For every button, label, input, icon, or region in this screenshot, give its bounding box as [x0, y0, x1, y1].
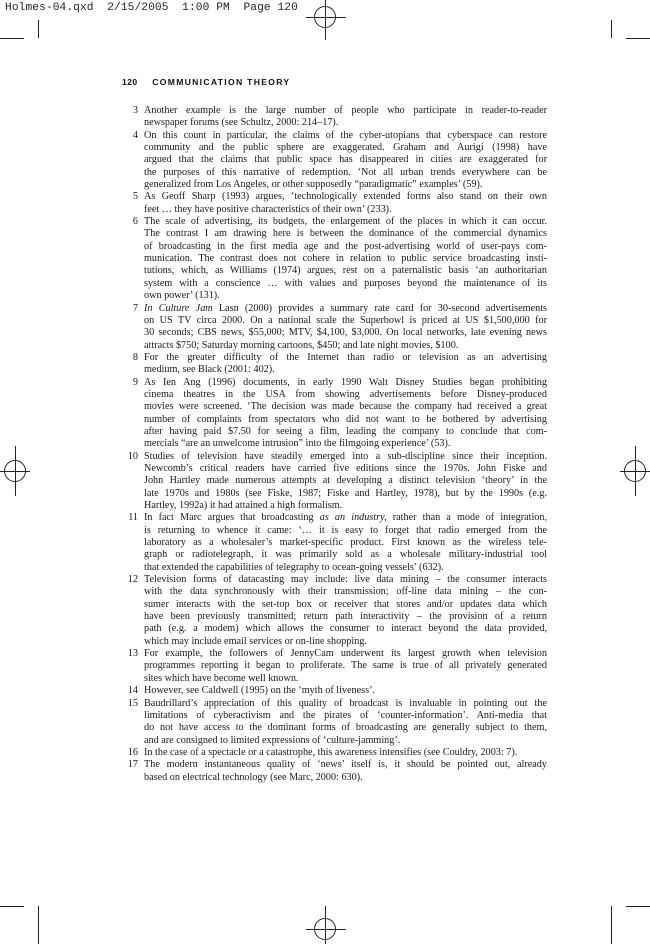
endnote-line: 30 seconds; CBS news, $55,000; MTV, $4,100, $3,000. On local networks, late evening news: [144, 327, 547, 339]
running-title: COMMUNICATION THEORY: [152, 77, 291, 87]
endnote-15: [122, 698, 547, 747]
endnote-number: 6: [132, 216, 138, 228]
running-head: [122, 77, 290, 87]
endnote-line: However, see Caldwell (1995) on the ‘myth of liveness’.: [144, 685, 376, 697]
endnote-line: community and the public sphere are exaggerated. Graham and Aurigi (1998) have: [144, 142, 547, 154]
endnote-number: 7: [132, 302, 138, 314]
endnote-text: [144, 303, 547, 352]
endnote-line: Television forms of datacasting may include: live data mining – the consumer interacts: [144, 574, 547, 586]
endnote-text: [144, 648, 547, 685]
endnote-line: have been previously transmitted; return path interactivity – the provision of a return: [144, 611, 547, 623]
endnote-11: [122, 512, 547, 574]
endnote-line: number of complaints from spectators who did not want to be bothered by advertising: [144, 413, 547, 425]
endnote-line: which may include email services or on-line shopping.: [144, 635, 367, 647]
endnote-line: generalized from Los Angeles, or other supposedly “paradigmatic” examples’ (59).: [144, 179, 483, 191]
endnote-line: is returning to whence it came: ‘… it is easy to forget that radio emerged from the: [144, 524, 547, 536]
endnote-line: munication. The contrast does not cohere in relation to public service broadcasting insti-: [144, 253, 547, 265]
endnote-line: In Culture Jam Lasn (2000) provides a summary rate card for 30-second advertisements: [144, 302, 547, 314]
endnote-line: cinema theatres in the USA from showing advertisements before Disney-produced: [144, 388, 547, 400]
endnote-line: In fact Marc argues that broadcasting as an industry, rather than a mode of integration,: [144, 512, 547, 524]
endnote-line: feet … they have positive characteristics of their own’ (233).: [144, 203, 392, 215]
endnote-line: on US TV circa 2000. On a national scale the Superbowl is priced at US $1,500,000 for: [144, 314, 547, 326]
endnote-line: that extended the capabilities of telegraphy to ocean-going vessels’ (632).: [144, 561, 444, 573]
endnote-8: [122, 352, 547, 377]
endnote-text: [144, 377, 547, 451]
print-slug-line: Holmes-04.qxd 2/15/2005 1:00 PM Page 120: [5, 2, 298, 14]
endnote-number: 16: [127, 746, 138, 758]
endnote-6: [122, 216, 547, 302]
endnote-number: 12: [127, 574, 138, 586]
endnote-line: do not have access to the dominant forms of broadcasting are generally subject to them,: [144, 722, 547, 734]
endnote-3: [122, 105, 547, 130]
endnote-number: 13: [127, 648, 138, 660]
endnote-number: 11: [128, 512, 138, 524]
endnote-line: movies were screened. ‘The decision was made because the company had received a great: [144, 401, 547, 413]
endnote-text: [144, 191, 547, 216]
endnote-7: [122, 303, 547, 352]
endnote-line: system with a conscience … with values and purposes beyond the maintenance of its: [144, 277, 547, 289]
endnote-14: [122, 685, 547, 697]
endnote-text: [144, 352, 547, 377]
endnote-line: late 1970s and 1980s (see Fiske, 1987; Fiske and Hartley, 1978), but by the 1990s (e.g.: [144, 487, 547, 499]
endnote-5: [122, 191, 547, 216]
endnote-10: [122, 451, 547, 513]
endnotes-list: [122, 105, 547, 784]
endnote-line: programmes reporting it began to proliferate. The same is true of all privately generated: [144, 660, 547, 672]
endnote-line: graph or radiotelegraph, it was primarily sold as a wholesale military-industrial tool: [144, 549, 547, 561]
endnote-text: [144, 685, 547, 697]
endnote-17: [122, 759, 547, 784]
endnote-number: 9: [132, 376, 138, 388]
endnote-line: For the greater difficulty of the Internet than radio or television as an advertising: [144, 351, 547, 363]
endnote-line: medium, see Black (2001: 402).: [144, 364, 275, 376]
endnote-number: 3: [132, 105, 138, 116]
endnote-number: 5: [132, 191, 138, 203]
endnote-number: 8: [132, 351, 138, 363]
endnote-line: On this count in particular, the claims of the cyber-utopians that cyberspace can restore: [144, 129, 547, 141]
endnote-line: sumer interacts with the set-top box or receiver that stores and/or updates data which: [144, 598, 547, 610]
endnote-text: [144, 759, 547, 784]
endnote-line: argued that the claims that public space has disappeared in cities are exaggerated for: [144, 154, 547, 166]
endnote-line: of broadcasting in the first media age and the post-advertising world of user-pays com-: [144, 240, 547, 252]
endnote-text: [144, 574, 547, 648]
endnote-line: John Hartley made numerous attempts at developing a distinct television ‘theory’ in the: [144, 475, 547, 487]
endnote-number: 15: [127, 697, 138, 709]
endnote-line: mercials “are an unwelcome intrusion” into the filmgoing experience’ (53).: [144, 438, 451, 450]
endnote-12: [122, 574, 547, 648]
endnote-number: 17: [127, 759, 138, 771]
endnote-text: [144, 698, 547, 747]
endnote-text: [144, 105, 547, 130]
endnote-line: Baudrillard’s appreciation of this quality of broadcast is invaluable in pointing out the: [144, 697, 547, 709]
endnote-text: [144, 130, 547, 192]
endnote-line: Hartley, 1992a) it had attained a high formalism.: [144, 500, 343, 511]
endnote-line: In the case of a spectacle or a catastrophe, this awareness intensifies (see Couldry, 2003: 7).: [144, 746, 518, 758]
endnote-line: the purposes of this narrative of redemption. ‘Not all urban trends everywhere can be: [144, 166, 547, 178]
endnote-line: sites which have become well known.: [144, 672, 299, 684]
endnote-line: path (e.g. a modem) which allows the consumer to interact beyond the data provided,: [144, 623, 547, 635]
endnote-line: tutions, which, as Williams (1974) argues, rest on a paternalistic basis ‘an authoritarian: [144, 265, 547, 277]
endnote-line: The scale of advertising, its budgets, the enlargement of the places in which it can occur.: [144, 216, 547, 228]
endnote-line: The contrast I am drawing here is between the dominance of the commercial dynamics: [144, 228, 547, 240]
endnote-text: [144, 216, 547, 302]
endnote-13: [122, 648, 547, 685]
endnote-line: newspaper forums (see Schultz, 2000: 214–17).: [144, 117, 339, 129]
endnote-9: [122, 377, 547, 451]
endnote-line: and are consigned to limited expressions of ‘culture-jamming’.: [144, 734, 401, 746]
endnote-line: based on electrical technology (see Marc, 2000: 630).: [144, 771, 363, 783]
endnote-line: own power’ (131).: [144, 290, 220, 302]
endnote-line: Newcomb’s critical readers have carried five editions since the 1970s. John Fiske and: [144, 462, 547, 474]
endnote-line: Studies of television have steadily emerged into a sub-discipline since their inception.: [144, 450, 547, 462]
endnote-text: [144, 451, 547, 513]
endnote-line: with the data synchronously with their transmission; off-line data mining – the con-: [144, 586, 547, 598]
endnote-line: As Geoff Sharp (1993) argues, ‘technologically extended forms also stand on their own: [144, 191, 547, 203]
endnote-line: limitations of cyberactivism and the pirates of ‘counter-information’. Anti-media that: [144, 709, 547, 721]
page-number: 120: [122, 77, 138, 87]
endnote-text: [144, 512, 547, 574]
endnote-text: [144, 747, 547, 759]
endnote-number: 14: [127, 685, 138, 697]
endnote-line: For example, the followers of JennyCam underwent its largest growth when television: [144, 648, 547, 660]
endnote-line: laboratory as a wholesaler’s market-specific product. First known as the wireless tele-: [144, 537, 547, 549]
endnote-4: [122, 130, 547, 192]
endnote-number: 10: [127, 450, 138, 462]
endnote-16: [122, 747, 547, 759]
endnote-line: The modern instantaneous quality of ‘news’ itself is, it should be pointed out, already: [144, 759, 547, 771]
endnote-number: 4: [132, 129, 138, 141]
endnote-line: attracts $750; Saturday morning cartoons, $450; and late night movies, $100.: [144, 339, 459, 351]
endnote-line: after having paid $7.50 for seeing a film, leading the company to conclude that com-: [144, 425, 547, 437]
endnote-line: Another example is the large number of people who participate in reader-to-reader: [144, 105, 547, 116]
endnote-line: As Ien Ang (1996) documents, in early 1990 Walt Disney Studies began prohibiting: [144, 376, 547, 388]
